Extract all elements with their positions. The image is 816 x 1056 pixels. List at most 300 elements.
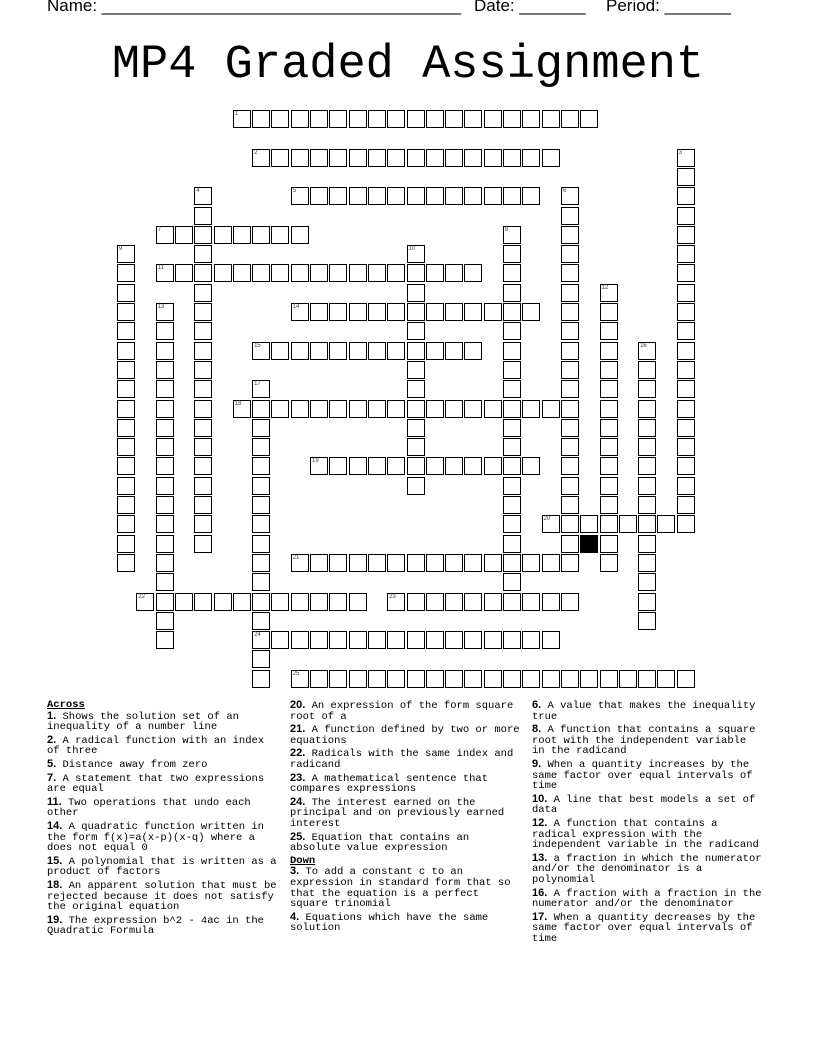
grid-cell[interactable] <box>600 554 618 572</box>
grid-cell[interactable] <box>175 264 193 282</box>
grid-cell[interactable] <box>503 670 521 688</box>
grid-cell[interactable] <box>677 207 695 225</box>
grid-cell[interactable] <box>657 670 675 688</box>
grid-cell[interactable] <box>464 593 482 611</box>
grid-cell[interactable] <box>291 187 309 205</box>
grid-cell[interactable] <box>484 303 502 321</box>
grid-cell[interactable] <box>271 342 289 360</box>
grid-cell[interactable] <box>156 400 174 418</box>
grid-cell[interactable] <box>445 187 463 205</box>
grid-cell[interactable] <box>542 593 560 611</box>
grid-cell[interactable] <box>387 554 405 572</box>
grid-cell[interactable] <box>252 631 270 649</box>
grid-cell[interactable] <box>117 380 135 398</box>
grid-cell[interactable] <box>252 457 270 475</box>
grid-cell[interactable] <box>464 342 482 360</box>
grid-cell[interactable] <box>638 593 656 611</box>
grid-cell[interactable] <box>600 457 618 475</box>
grid-cell[interactable] <box>349 187 367 205</box>
grid-cell[interactable] <box>677 361 695 379</box>
grid-cell[interactable] <box>426 187 444 205</box>
grid-cell[interactable] <box>503 245 521 263</box>
grid-cell[interactable] <box>445 303 463 321</box>
grid-cell[interactable] <box>329 187 347 205</box>
grid-cell[interactable] <box>445 670 463 688</box>
grid-cell[interactable] <box>156 419 174 437</box>
grid-cell[interactable] <box>542 670 560 688</box>
grid-cell[interactable] <box>194 457 212 475</box>
grid-cell[interactable] <box>310 187 328 205</box>
grid-cell[interactable] <box>464 303 482 321</box>
grid-cell[interactable] <box>503 149 521 167</box>
grid-cell[interactable] <box>464 400 482 418</box>
grid-cell[interactable] <box>407 380 425 398</box>
grid-cell[interactable] <box>542 631 560 649</box>
grid-cell[interactable] <box>252 535 270 553</box>
grid-cell[interactable] <box>484 400 502 418</box>
grid-cell[interactable] <box>291 264 309 282</box>
grid-cell[interactable] <box>349 342 367 360</box>
grid-cell[interactable] <box>194 419 212 437</box>
grid-cell[interactable] <box>503 438 521 456</box>
grid-cell[interactable] <box>156 342 174 360</box>
grid-cell[interactable] <box>657 515 675 533</box>
grid-cell[interactable] <box>349 593 367 611</box>
grid-cell[interactable] <box>310 342 328 360</box>
grid-cell[interactable] <box>156 438 174 456</box>
grid-cell[interactable] <box>387 457 405 475</box>
grid-cell[interactable] <box>600 670 618 688</box>
grid-cell[interactable] <box>600 515 618 533</box>
grid-cell[interactable] <box>484 670 502 688</box>
grid-cell[interactable] <box>638 419 656 437</box>
grid-cell[interactable] <box>117 303 135 321</box>
grid-cell[interactable] <box>329 342 347 360</box>
grid-cell[interactable] <box>310 110 328 128</box>
grid-cell[interactable] <box>561 457 579 475</box>
grid-cell[interactable] <box>464 264 482 282</box>
grid-cell[interactable] <box>156 496 174 514</box>
grid-cell[interactable] <box>252 593 270 611</box>
grid-cell[interactable] <box>542 149 560 167</box>
grid-cell[interactable] <box>156 477 174 495</box>
grid-cell[interactable] <box>561 380 579 398</box>
grid-cell[interactable] <box>638 400 656 418</box>
grid-cell[interactable] <box>619 515 637 533</box>
grid-cell[interactable] <box>252 612 270 630</box>
grid-cell[interactable] <box>194 496 212 514</box>
grid-cell[interactable] <box>349 631 367 649</box>
grid-cell[interactable] <box>407 322 425 340</box>
grid-cell[interactable] <box>194 515 212 533</box>
grid-cell[interactable] <box>407 631 425 649</box>
grid-cell[interactable] <box>561 361 579 379</box>
grid-cell[interactable] <box>580 670 598 688</box>
grid-cell[interactable] <box>600 400 618 418</box>
grid-cell[interactable] <box>561 400 579 418</box>
grid-cell[interactable] <box>407 419 425 437</box>
grid-cell[interactable] <box>310 400 328 418</box>
grid-cell[interactable] <box>522 110 540 128</box>
grid-cell[interactable] <box>329 593 347 611</box>
grid-cell[interactable] <box>407 554 425 572</box>
grid-cell[interactable] <box>271 264 289 282</box>
grid-cell[interactable] <box>329 110 347 128</box>
grid-cell[interactable] <box>503 457 521 475</box>
grid-cell[interactable] <box>561 303 579 321</box>
grid-cell[interactable] <box>117 535 135 553</box>
grid-cell[interactable] <box>233 226 251 244</box>
grid-cell[interactable] <box>638 515 656 533</box>
grid-cell[interactable] <box>522 593 540 611</box>
grid-cell[interactable] <box>426 303 444 321</box>
grid-cell[interactable] <box>561 284 579 302</box>
grid-cell[interactable] <box>349 457 367 475</box>
grid-cell[interactable] <box>214 264 232 282</box>
grid-cell[interactable] <box>117 342 135 360</box>
grid-cell[interactable] <box>368 303 386 321</box>
grid-cell[interactable] <box>194 380 212 398</box>
grid-cell[interactable] <box>677 168 695 186</box>
grid-cell[interactable] <box>484 149 502 167</box>
grid-cell[interactable] <box>117 284 135 302</box>
grid-cell[interactable] <box>600 322 618 340</box>
grid-cell[interactable] <box>542 515 560 533</box>
grid-cell[interactable] <box>503 496 521 514</box>
grid-cell[interactable] <box>194 264 212 282</box>
grid-cell[interactable] <box>677 264 695 282</box>
grid-cell[interactable] <box>503 361 521 379</box>
grid-cell[interactable] <box>368 670 386 688</box>
grid-cell[interactable] <box>677 380 695 398</box>
grid-cell[interactable] <box>677 457 695 475</box>
grid-cell[interactable] <box>233 400 251 418</box>
grid-cell[interactable] <box>117 457 135 475</box>
grid-cell[interactable] <box>252 515 270 533</box>
grid-cell[interactable] <box>600 477 618 495</box>
grid-cell[interactable] <box>368 400 386 418</box>
grid-cell[interactable] <box>484 631 502 649</box>
grid-cell[interactable] <box>677 284 695 302</box>
grid-cell[interactable] <box>194 207 212 225</box>
grid-cell[interactable] <box>503 535 521 553</box>
grid-cell[interactable] <box>252 438 270 456</box>
grid-cell[interactable] <box>387 631 405 649</box>
grid-cell[interactable] <box>291 226 309 244</box>
grid-cell[interactable] <box>677 226 695 244</box>
grid-cell[interactable] <box>387 149 405 167</box>
grid-cell[interactable] <box>156 612 174 630</box>
grid-cell[interactable] <box>638 477 656 495</box>
grid-cell[interactable] <box>638 457 656 475</box>
grid-cell[interactable] <box>252 496 270 514</box>
grid-cell[interactable] <box>638 342 656 360</box>
grid-cell[interactable] <box>407 245 425 263</box>
grid-cell[interactable] <box>156 554 174 572</box>
grid-cell[interactable] <box>445 631 463 649</box>
grid-cell[interactable] <box>329 554 347 572</box>
grid-cell[interactable] <box>214 593 232 611</box>
grid-cell[interactable] <box>600 284 618 302</box>
grid-cell[interactable] <box>561 593 579 611</box>
grid-cell[interactable] <box>407 438 425 456</box>
grid-cell[interactable] <box>561 477 579 495</box>
grid-cell[interactable] <box>291 631 309 649</box>
grid-cell[interactable] <box>387 187 405 205</box>
grid-cell[interactable] <box>310 457 328 475</box>
grid-cell[interactable] <box>600 419 618 437</box>
grid-cell[interactable] <box>349 400 367 418</box>
grid-cell[interactable] <box>600 342 618 360</box>
grid-cell[interactable] <box>484 457 502 475</box>
grid-cell[interactable] <box>677 419 695 437</box>
grid-cell[interactable] <box>484 110 502 128</box>
grid-cell[interactable] <box>349 110 367 128</box>
grid-cell[interactable] <box>445 342 463 360</box>
grid-cell[interactable] <box>117 264 135 282</box>
grid-cell[interactable] <box>329 264 347 282</box>
grid-cell[interactable] <box>561 207 579 225</box>
grid-cell[interactable] <box>156 457 174 475</box>
grid-cell[interactable] <box>445 457 463 475</box>
grid-cell[interactable] <box>445 149 463 167</box>
grid-cell[interactable] <box>561 322 579 340</box>
grid-cell[interactable] <box>426 110 444 128</box>
grid-cell[interactable] <box>600 303 618 321</box>
grid-cell[interactable] <box>252 650 270 668</box>
period-field[interactable]: Period: _______ <box>606 0 731 15</box>
grid-cell[interactable] <box>349 670 367 688</box>
grid-cell[interactable] <box>368 187 386 205</box>
grid-cell[interactable] <box>638 496 656 514</box>
grid-cell[interactable] <box>503 477 521 495</box>
grid-cell[interactable] <box>542 110 560 128</box>
grid-cell[interactable] <box>310 670 328 688</box>
grid-cell[interactable] <box>252 554 270 572</box>
grid-cell[interactable] <box>387 303 405 321</box>
grid-cell[interactable] <box>522 554 540 572</box>
grid-cell[interactable] <box>407 477 425 495</box>
grid-cell[interactable] <box>677 515 695 533</box>
grid-cell[interactable] <box>407 303 425 321</box>
grid-cell[interactable] <box>194 342 212 360</box>
grid-cell[interactable] <box>542 554 560 572</box>
grid-cell[interactable] <box>677 670 695 688</box>
grid-cell[interactable] <box>156 380 174 398</box>
grid-cell[interactable] <box>387 400 405 418</box>
grid-cell[interactable] <box>522 457 540 475</box>
grid-cell[interactable] <box>600 380 618 398</box>
grid-cell[interactable] <box>194 400 212 418</box>
grid-cell[interactable] <box>407 187 425 205</box>
grid-cell[interactable] <box>580 515 598 533</box>
grid-cell[interactable] <box>271 149 289 167</box>
grid-cell[interactable] <box>407 284 425 302</box>
grid-cell[interactable] <box>503 303 521 321</box>
grid-cell[interactable] <box>407 400 425 418</box>
grid-cell[interactable] <box>156 226 174 244</box>
grid-cell[interactable] <box>194 187 212 205</box>
grid-cell[interactable] <box>291 110 309 128</box>
grid-cell[interactable] <box>329 400 347 418</box>
grid-cell[interactable] <box>600 496 618 514</box>
grid-cell[interactable] <box>252 419 270 437</box>
grid-cell[interactable] <box>561 670 579 688</box>
grid-cell[interactable] <box>426 149 444 167</box>
grid-cell[interactable] <box>426 670 444 688</box>
grid-cell[interactable] <box>407 593 425 611</box>
grid-cell[interactable] <box>387 593 405 611</box>
grid-cell[interactable] <box>291 303 309 321</box>
grid-cell[interactable] <box>503 631 521 649</box>
date-field[interactable]: Date: _______ <box>474 0 586 15</box>
grid-cell[interactable] <box>561 342 579 360</box>
grid-cell[interactable] <box>291 593 309 611</box>
grid-cell[interactable] <box>484 593 502 611</box>
grid-cell[interactable] <box>677 477 695 495</box>
grid-cell[interactable] <box>600 438 618 456</box>
grid-cell[interactable] <box>368 149 386 167</box>
grid-cell[interactable] <box>677 496 695 514</box>
grid-cell[interactable] <box>522 631 540 649</box>
grid-cell[interactable] <box>117 477 135 495</box>
grid-cell[interactable] <box>349 554 367 572</box>
grid-cell[interactable] <box>561 496 579 514</box>
grid-cell[interactable] <box>194 361 212 379</box>
grid-cell[interactable] <box>522 670 540 688</box>
grid-cell[interactable] <box>194 535 212 553</box>
grid-cell[interactable] <box>271 400 289 418</box>
grid-cell[interactable] <box>156 631 174 649</box>
grid-cell[interactable] <box>349 303 367 321</box>
grid-cell[interactable] <box>638 573 656 591</box>
grid-cell[interactable] <box>156 515 174 533</box>
grid-cell[interactable] <box>194 245 212 263</box>
grid-cell[interactable] <box>503 284 521 302</box>
grid-cell[interactable] <box>271 593 289 611</box>
grid-cell[interactable] <box>445 400 463 418</box>
grid-cell[interactable] <box>329 149 347 167</box>
grid-cell[interactable] <box>503 187 521 205</box>
grid-cell[interactable] <box>329 670 347 688</box>
grid-cell[interactable] <box>580 110 598 128</box>
grid-cell[interactable] <box>252 400 270 418</box>
grid-cell[interactable] <box>484 187 502 205</box>
grid-cell[interactable] <box>271 631 289 649</box>
grid-cell[interactable] <box>329 303 347 321</box>
grid-cell[interactable] <box>561 554 579 572</box>
grid-cell[interactable] <box>252 670 270 688</box>
grid-cell[interactable] <box>464 457 482 475</box>
grid-cell[interactable] <box>156 303 174 321</box>
grid-cell[interactable] <box>310 303 328 321</box>
grid-cell[interactable] <box>426 631 444 649</box>
grid-cell[interactable] <box>619 670 637 688</box>
grid-cell[interactable] <box>310 554 328 572</box>
grid-cell[interactable] <box>503 322 521 340</box>
grid-cell[interactable] <box>194 303 212 321</box>
grid-cell[interactable] <box>407 110 425 128</box>
grid-cell[interactable] <box>445 264 463 282</box>
grid-cell[interactable] <box>117 361 135 379</box>
grid-cell[interactable] <box>426 264 444 282</box>
grid-cell[interactable] <box>407 457 425 475</box>
grid-cell[interactable] <box>677 187 695 205</box>
grid-cell[interactable] <box>252 149 270 167</box>
grid-cell[interactable] <box>464 187 482 205</box>
grid-cell[interactable] <box>561 187 579 205</box>
grid-cell[interactable] <box>464 110 482 128</box>
grid-cell[interactable] <box>638 438 656 456</box>
grid-cell[interactable] <box>426 342 444 360</box>
grid-cell[interactable] <box>426 457 444 475</box>
grid-cell[interactable] <box>464 149 482 167</box>
grid-cell[interactable] <box>156 361 174 379</box>
grid-cell[interactable] <box>464 554 482 572</box>
grid-cell[interactable] <box>252 477 270 495</box>
grid-cell[interactable] <box>252 573 270 591</box>
grid-cell[interactable] <box>677 400 695 418</box>
grid-cell[interactable] <box>175 593 193 611</box>
grid-cell[interactable] <box>291 342 309 360</box>
grid-cell[interactable] <box>638 535 656 553</box>
grid-cell[interactable] <box>252 380 270 398</box>
grid-cell[interactable] <box>561 245 579 263</box>
grid-cell[interactable] <box>445 593 463 611</box>
grid-cell[interactable] <box>561 264 579 282</box>
grid-cell[interactable] <box>271 110 289 128</box>
grid-cell[interactable] <box>117 554 135 572</box>
grid-cell[interactable] <box>522 149 540 167</box>
grid-cell[interactable] <box>368 110 386 128</box>
grid-cell[interactable] <box>561 419 579 437</box>
grid-cell[interactable] <box>349 264 367 282</box>
grid-cell[interactable] <box>600 535 618 553</box>
grid-cell[interactable] <box>445 110 463 128</box>
grid-cell[interactable] <box>194 593 212 611</box>
grid-cell[interactable] <box>271 226 289 244</box>
grid-cell[interactable] <box>638 554 656 572</box>
grid-cell[interactable] <box>677 322 695 340</box>
grid-cell[interactable] <box>136 593 154 611</box>
grid-cell[interactable] <box>522 303 540 321</box>
grid-cell[interactable] <box>368 554 386 572</box>
grid-cell[interactable] <box>117 515 135 533</box>
grid-cell[interactable] <box>214 226 232 244</box>
grid-cell[interactable] <box>329 457 347 475</box>
grid-cell[interactable] <box>233 264 251 282</box>
grid-cell[interactable] <box>252 264 270 282</box>
grid-cell[interactable] <box>156 264 174 282</box>
grid-cell[interactable] <box>368 631 386 649</box>
grid-cell[interactable] <box>407 342 425 360</box>
grid-cell[interactable] <box>503 264 521 282</box>
grid-cell[interactable] <box>194 322 212 340</box>
grid-cell[interactable] <box>638 612 656 630</box>
grid-cell[interactable] <box>503 573 521 591</box>
grid-cell[interactable] <box>426 400 444 418</box>
grid-cell[interactable] <box>426 554 444 572</box>
grid-cell[interactable] <box>233 110 251 128</box>
grid-cell[interactable] <box>561 226 579 244</box>
grid-cell[interactable] <box>503 515 521 533</box>
grid-cell[interactable] <box>464 670 482 688</box>
grid-cell[interactable] <box>426 593 444 611</box>
grid-cell[interactable] <box>387 670 405 688</box>
grid-cell[interactable] <box>407 149 425 167</box>
grid-cell[interactable] <box>310 149 328 167</box>
grid-cell[interactable] <box>503 554 521 572</box>
